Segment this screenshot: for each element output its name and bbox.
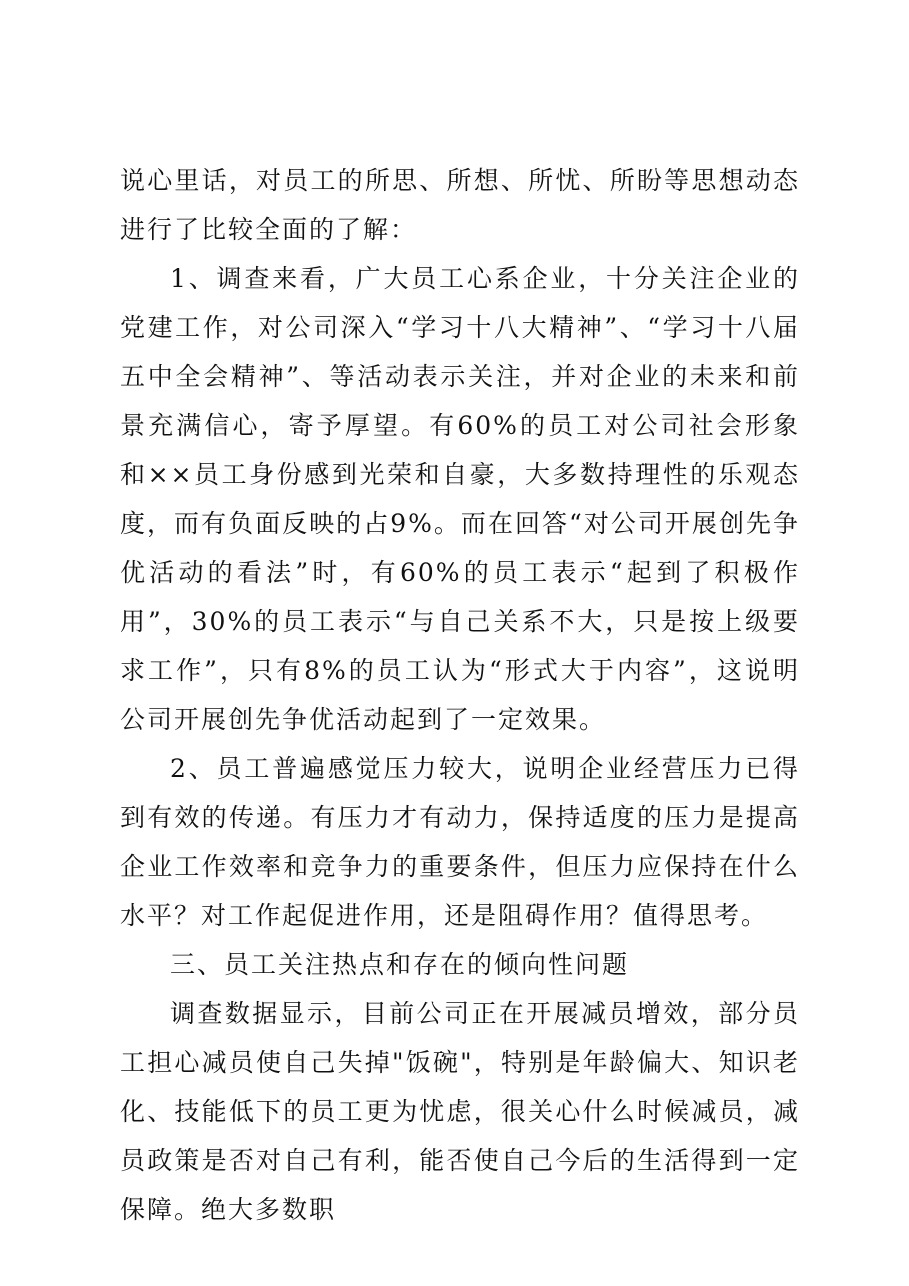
section-heading-3: 三、员工关注热点和存在的倾向性问题 xyxy=(170,950,630,979)
paragraph-item-2: 2、员工普遍感觉压力较大，说明企业经营压力已得到有效的传递。有压力才有动力，保持适度的压力是提高企业工作效率和竞争力的重要条件，但压力应保持在什么水平？对工作起促进作用，还是阻碍作用？值得思考。 xyxy=(120,754,800,930)
paragraph-item-1: 1、调查来看，广大员工心系企业，十分关注企业的党建工作，对公司深入“学习十八大精神”、“学习十八届五中全会精神”、等活动表示关注，并对企业的未来和前景充满信心，寄予厚望。有60%的员工对公司社会形象和××员工身份感到光荣和自豪，大多数持理性的乐观态度，而有负面反映的占9%。而在回答“对公司开展创先争优活动的看法”时，有60%的员工表示“起到了积极作用”，30%的员工表示“与自己关系不大，只是按上级要求工作”，只有8%的员工认为“形式大于内容”，这说明公司开展创先争优活动起到了一定效果。 xyxy=(120,264,800,734)
paragraph-continuation: 说心里话，对员工的所思、所想、所忧、所盼等思想动态进行了比较全面的了解： xyxy=(120,166,800,244)
document-body xyxy=(120,156,800,1234)
paragraph-survey-data: 调查数据显示，目前公司正在开展减员增效，部分员工担心减员使自己失掉"饭碗"，特别是年龄偏大、知识老化、技能低下的员工更为忧虑，很关心什么时候减员，减员政策是否对自己有利，能否使自己今后的生活得到一定保障。绝大多数职 xyxy=(120,999,800,1224)
